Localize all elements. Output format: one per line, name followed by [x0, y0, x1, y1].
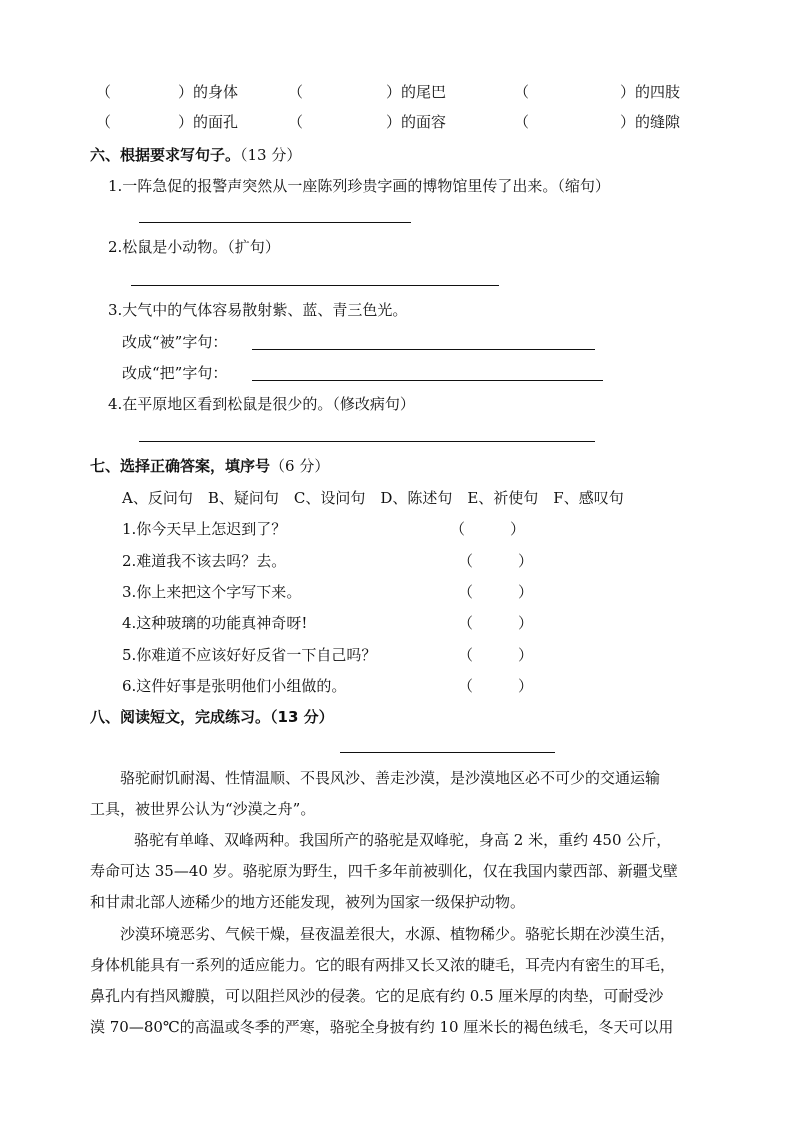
section-7-heading — [90, 457, 329, 475]
question-6-1: 1.一阵急促的报警声突然从一座陈列珍贵字画的博物馆里传了出来。（缩句） — [108, 177, 610, 195]
bracket-open: （ — [96, 113, 112, 131]
blank-suffix: ）的四肢 — [620, 83, 681, 101]
bracket-open: （ — [288, 113, 304, 131]
paragraph-line: 骆驼耐饥耐渴、性情温顺、不畏风沙、善走沙漠，是沙漠地区必不可少的交通运输 — [120, 769, 661, 787]
answer-line[interactable] — [139, 222, 411, 223]
paragraph-line: 和甘肃北部人迹稀少的地方还能发现，被列为国家一级保护动物。 — [90, 893, 526, 911]
paragraph-line: 漠 70—80℃的高温或冬季的严寒，骆驼全身披有约 10 厘米长的褐色绒毛，冬天可以用 — [90, 1018, 674, 1036]
question-7-4: 4.这种玻璃的功能真神奇呀! — [122, 614, 308, 632]
section-score: （13 分） — [240, 146, 302, 164]
section-6-heading — [90, 146, 301, 164]
question-7-1: 1.你今天早上怎迟到了？ — [122, 520, 287, 538]
answer-bracket[interactable]: （ ） — [458, 583, 534, 601]
question-6-3: 3.大气中的气体容易散射紫、蓝、青三色光。 — [108, 301, 408, 319]
passage-title-blank[interactable] — [340, 752, 555, 753]
answer-bracket[interactable]: （ ） — [458, 677, 534, 695]
answer-bracket[interactable]: （ ） — [450, 520, 526, 538]
question-6-2: 2.松鼠是小动物。（扩句） — [108, 238, 280, 256]
section-score: （6 分） — [270, 457, 330, 475]
answer-line[interactable] — [139, 441, 595, 442]
bracket-open: （ — [514, 113, 530, 131]
paragraph-line: 工具，被世界公认为“沙漠之舟”。 — [90, 800, 316, 818]
question-7-2: 2.难道我不该去吗？去。 — [122, 552, 287, 570]
section-8-heading: 八、阅读短文，完成练习。（13 分） — [90, 708, 334, 726]
section-title: 六、根据要求写句子。 — [90, 146, 241, 164]
blank-suffix: ）的尾巴 — [386, 83, 447, 101]
answer-bracket[interactable]: （ ） — [458, 552, 534, 570]
blank-suffix: ）的面孔 — [178, 113, 239, 131]
answer-bracket[interactable]: （ ） — [458, 614, 534, 632]
question-6-3-ba: 改成“把”字句： — [122, 364, 228, 382]
section-title: 七、选择正确答案，填序号 — [90, 457, 271, 475]
paragraph-line: 骆驼有单峰、双峰两种。我国所产的骆驼是双峰驼，身高 2 米，重约 450 公斤， — [134, 831, 672, 849]
blank-suffix: ）的身体 — [178, 83, 239, 101]
answer-options: A、反问句 B、疑问句 C、设问句 D、陈述句 E、祈使句 F、感叹句 — [122, 489, 624, 507]
answer-line[interactable] — [252, 380, 603, 381]
question-6-3-bei: 改成“被”字句： — [122, 333, 228, 351]
paragraph-line: 寿命可达 35—40 岁。骆驼原为野生，四千多年前被驯化，仅在我国内蒙西部、新疆戈壁 — [90, 862, 678, 880]
paragraph-line: 沙漠环境恶劣、气候干燥，昼夜温差很大，水源、植物稀少。骆驼长期在沙漠生活， — [120, 925, 676, 943]
question-7-5: 5.你难道不应该好好反省一下自己吗？ — [122, 646, 377, 664]
paragraph-line: 身体机能具有一系列的适应能力。它的眼有两排又长又浓的睫毛，耳壳内有密生的耳毛， — [90, 956, 676, 974]
answer-line[interactable] — [252, 349, 595, 350]
bracket-open: （ — [288, 83, 304, 101]
blank-suffix: ）的缝隙 — [620, 113, 681, 131]
question-7-3: 3.你上来把这个字写下来。 — [122, 583, 302, 601]
answer-line[interactable] — [131, 285, 499, 286]
bracket-open: （ — [96, 83, 112, 101]
blank-suffix: ）的面容 — [386, 113, 447, 131]
question-6-4: 4.在平原地区看到松鼠是很少的。（修改病句） — [108, 395, 415, 413]
answer-bracket[interactable]: （ ） — [458, 646, 534, 664]
bracket-open: （ — [514, 83, 530, 101]
paragraph-line: 鼻孔内有挡风瓣膜，可以阻拦风沙的侵袭。它的足底有约 0.5 厘米厚的肉垫，可耐受沙 — [90, 987, 664, 1005]
question-7-6: 6.这件好事是张明他们小组做的。 — [122, 677, 347, 695]
